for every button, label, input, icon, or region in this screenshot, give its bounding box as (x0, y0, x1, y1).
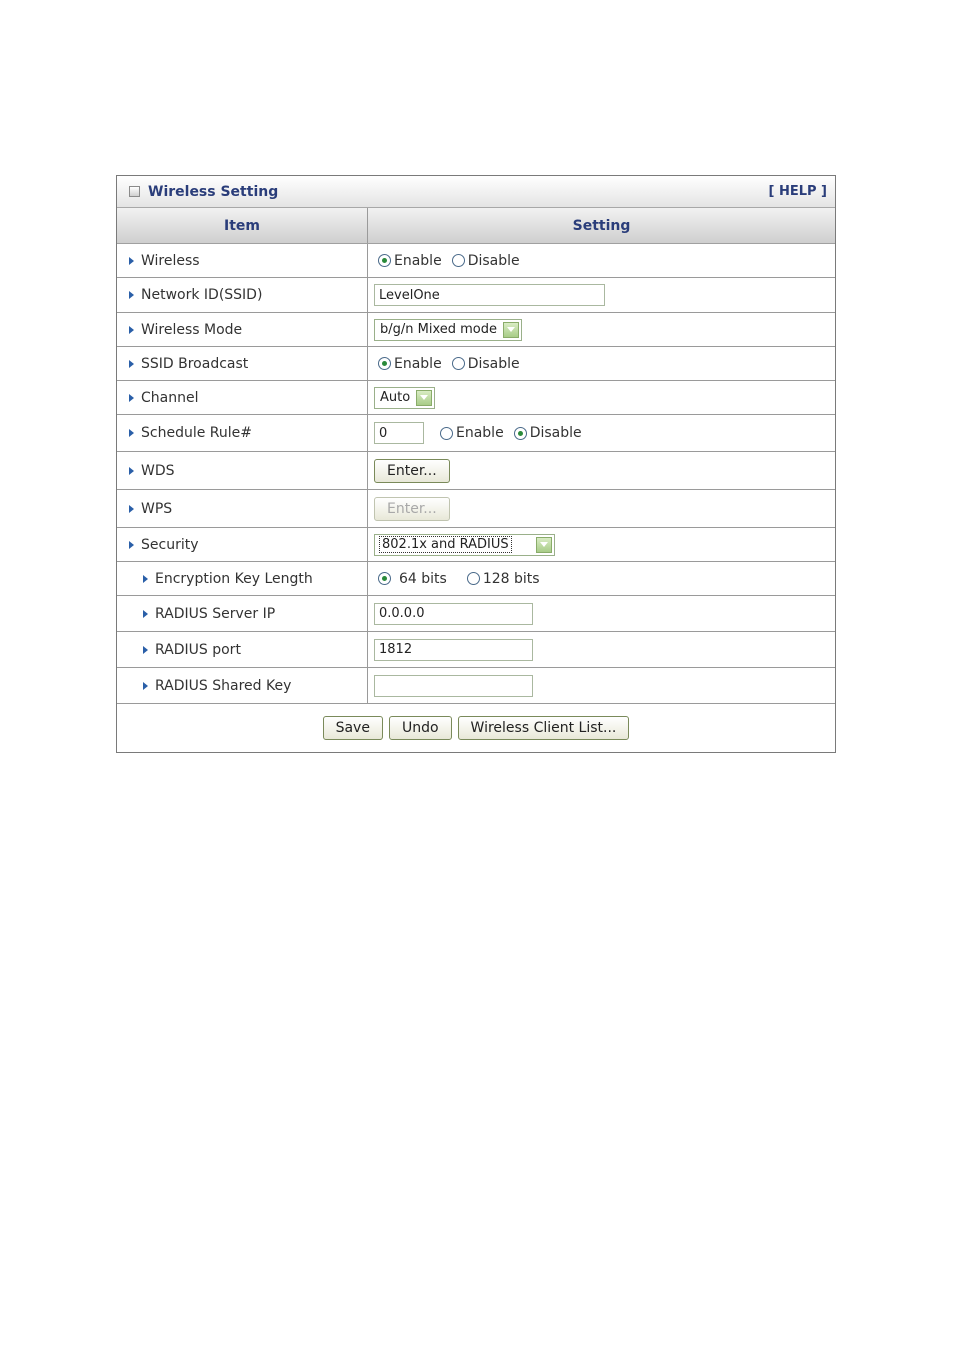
wireless-mode-select[interactable]: b/g/n Mixed mode (374, 319, 522, 341)
row-schedule-rule (117, 415, 835, 452)
label-radius-port: RADIUS port (155, 641, 241, 658)
panel-square-icon (129, 186, 140, 197)
row-key-length (117, 562, 835, 596)
row-radius-ip (117, 596, 835, 632)
bullet-arrow-icon (143, 610, 148, 618)
row-radius-port (117, 632, 835, 668)
row-channel (117, 381, 835, 415)
label-wds: WDS (141, 462, 175, 479)
label-schedule-rule: Schedule Rule# (141, 425, 252, 441)
bullet-arrow-icon (129, 360, 134, 368)
wds-enter-button[interactable]: Enter... (374, 459, 450, 483)
key-128-label: 128 bits (482, 570, 540, 587)
row-ssid (117, 278, 835, 313)
label-ssid: Network ID(SSID) (141, 287, 263, 303)
table-header (117, 208, 835, 244)
panel-title-bar (117, 176, 835, 208)
row-wds (117, 452, 835, 490)
dropdown-arrow-icon[interactable] (416, 390, 432, 406)
bullet-arrow-icon (129, 467, 134, 475)
schedule-disable-radio[interactable] (514, 427, 527, 440)
dropdown-arrow-icon[interactable] (536, 537, 552, 553)
ssid-input[interactable]: LevelOne (374, 284, 605, 306)
bullet-arrow-icon (129, 326, 134, 334)
schedule-enable-radio[interactable] (440, 427, 453, 440)
bullet-arrow-icon (129, 429, 134, 437)
label-radius-key: RADIUS Shared Key (155, 677, 292, 694)
label-ssid-broadcast: SSID Broadcast (141, 355, 249, 372)
bullet-arrow-icon (129, 505, 134, 513)
label-key-length: Encryption Key Length (155, 570, 313, 587)
row-wps (117, 490, 835, 528)
wireless-disable-label: Disable (467, 252, 520, 269)
row-wireless (117, 244, 835, 278)
wireless-disable-radio[interactable] (452, 254, 465, 267)
bullet-arrow-icon (129, 257, 134, 265)
radius-ip-input[interactable]: 0.0.0.0 (374, 603, 533, 625)
key-64-radio[interactable] (378, 572, 391, 585)
schedule-enable-label: Enable (456, 425, 504, 441)
wireless-setting-panel (116, 175, 836, 753)
schedule-rule-input[interactable]: 0 (374, 422, 424, 444)
channel-select[interactable]: Auto (374, 387, 435, 409)
column-header-setting: Setting (572, 217, 631, 234)
ssid-broadcast-enable-radio[interactable] (378, 357, 391, 370)
label-channel: Channel (141, 389, 199, 406)
column-header-item: Item (117, 208, 368, 243)
wireless-enable-label: Enable (394, 252, 442, 269)
help-link[interactable]: [ HELP ] (768, 184, 827, 199)
security-select[interactable]: 802.1x and RADIUS (374, 534, 555, 556)
schedule-disable-label: Disable (529, 425, 582, 441)
wireless-client-list-button[interactable]: Wireless Client List... (458, 716, 630, 740)
row-radius-key (117, 668, 835, 704)
panel-title: Wireless Setting (148, 183, 279, 200)
save-button[interactable]: Save (323, 716, 383, 740)
ssid-broadcast-enable-label: Enable (394, 355, 442, 372)
bullet-arrow-icon (143, 575, 148, 583)
row-wireless-mode (117, 313, 835, 347)
ssid-broadcast-disable-label: Disable (467, 355, 520, 372)
ssid-broadcast-disable-radio[interactable] (452, 357, 465, 370)
button-bar (117, 704, 835, 752)
radius-port-input[interactable]: 1812 (374, 639, 533, 661)
label-security: Security (141, 536, 199, 553)
dropdown-arrow-icon[interactable] (503, 322, 519, 338)
key-128-radio[interactable] (467, 572, 480, 585)
bullet-arrow-icon (143, 646, 148, 654)
label-wireless-mode: Wireless Mode (141, 321, 243, 338)
bullet-arrow-icon (143, 682, 148, 690)
bullet-arrow-icon (129, 394, 134, 402)
label-radius-ip: RADIUS Server IP (155, 605, 276, 622)
row-security (117, 528, 835, 562)
label-wireless: Wireless (141, 252, 200, 269)
undo-button[interactable]: Undo (389, 716, 452, 740)
label-wps: WPS (141, 500, 173, 517)
radius-key-input[interactable] (374, 675, 533, 697)
bullet-arrow-icon (129, 291, 134, 299)
key-64-label: 64 bits (399, 570, 447, 587)
wps-enter-button: Enter... (374, 497, 450, 521)
bullet-arrow-icon (129, 541, 134, 549)
row-ssid-broadcast (117, 347, 835, 381)
wireless-enable-radio[interactable] (378, 254, 391, 267)
